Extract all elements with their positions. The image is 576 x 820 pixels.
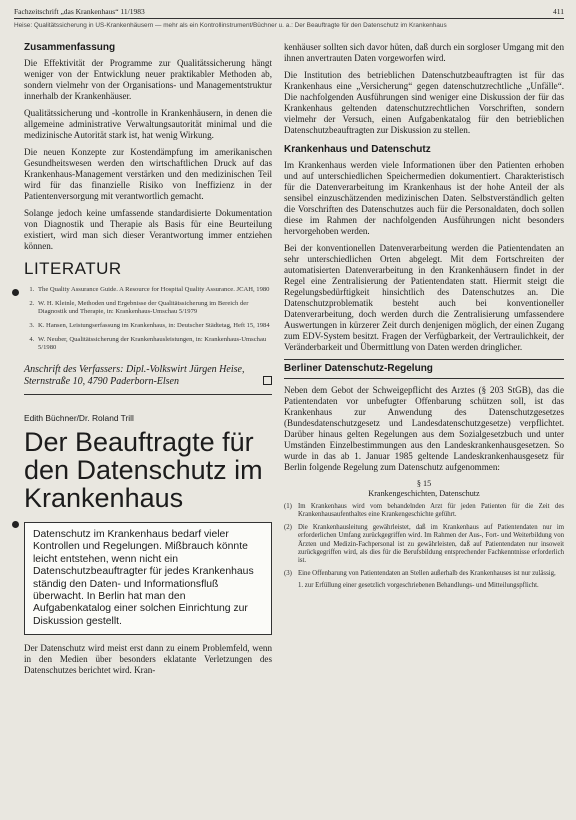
reference-item: 4. W. Neuber, Qualitätssicherung der Krankenhausleistungen, in: Krankenhaus-Umschau 5/1980 — [36, 336, 272, 352]
section-paragraph: Im Krankenhaus werden viele Informationen über den Patienten erhoben und auf unterschiedlichen Speichermedien dokumentiert. Charakteristisch für die Datenverarbeitung im Krankenhaus ist der hohe Anteil der als sensibel einzuschätzenden medizinischen Daten. Selbstverständlich gelten die Vorschriften des Datenschutzes auch für die Personaldaten, doch sollen diese im Rahmen der nachfolgenden Ausführungen nicht besonders hervorgehoben werden. — [284, 160, 564, 236]
left-column — [24, 42, 272, 682]
author-address-text: Anschrift des Verfassers: Dipl.-Volkswirt Jürgen Heise, Sternstraße 10, 4790 Paderborn-Elsen — [24, 364, 245, 387]
page-number: 411 — [553, 7, 564, 16]
law-item-number: (2) — [284, 523, 292, 531]
section-paragraph: Bei der konventionellen Datenverarbeitung werden die Patientendaten an sehr unterschiedlichen Orten abgelegt. Mit dem Fortschreiten der automatisierten Datenverarbeitung in den Krankenhäusern findet in der Regel eine Zentralisierung der Patientendaten statt. Hiermit steigt die Regelungsbedürftigkeit hinsichtlich des Datenschutzes an. Die Datenschutzproblematik besteht auch bei konventioneller Datenverarbeitung, doch werden durch die Zentralisierung umfassendere Auswertungen in kürzerer Zeit durch denjenigen möglich, der einen Zugang zum EDV-System besitzt. Fragen der Verfügbarkeit, der Vertraulichkeit, der Veränderbarkeit und Übermittlung von Daten werden dringlicher. — [284, 243, 564, 352]
author-address — [24, 364, 272, 395]
reference-item: 1. The Quality Assurance Guide. A Resource for Hospital Quality Assurance. JCAH, 1980 — [36, 286, 272, 294]
literatur-heading: LITERATUR — [24, 259, 122, 278]
section-paragraph: Neben dem Gebot der Schweigepflicht des Arztes (§ 203 StGB), das die Patientendaten vor unbefugter Offenbarung schützen soll, ist das Krankenhaus zur Anwendung des Datenschutzgesetzes (Bundesdatenschutzgesetz und Landesdatenschutzgesetze) verpflichtet. Darüber hinaus gelten Regelungen aus dem Sozialgesetzbuch und unter Umständen Einzelbestimmungen aus den Landeskrankenhausgesetzen. So wurde in das ab 1. Januar 1985 geltende Landeskrankenhausgesetz für Berlin folgende Regelung zum Datenschutz aufgenommen: — [284, 385, 564, 472]
law-subitem-text: 1. zur Erfüllung einer gesetzlich vorgeschriebenen Behandlungs- und Mitteilungspflicht. — [298, 582, 539, 590]
law-paragraph-number: § 15 — [416, 479, 432, 488]
bullet-marker — [12, 521, 19, 528]
law-paragraph-title: Krankengeschichten, Datenschutz — [368, 489, 480, 498]
running-subheader: Heise: Qualitätssicherung in US-Krankenhäusern — mehr als ein Kontrollinstrument/Büchner u. a.: Der Beauftragte für den Datenschutz im Krankenhaus — [14, 22, 447, 29]
law-paragraph-heading — [284, 479, 564, 499]
section-heading-berliner-regelung: Berliner Datenschutz-Regelung — [284, 363, 433, 374]
intro-paragraph: Der Datenschutz wird meist erst dann zu einem Problemfeld, wenn in den Medien über besonders eklatante Verletzungen des Datenschutzes berichtet wird. Kran- — [24, 643, 272, 676]
institution-paragraph: Die Institution des betrieblichen Datenschutzbeauftragten ist für das Krankenhaus eine „Versicherung“ gegen datenschutzrechtliche „Unfälle“. Die nachfolgenden Ausführungen sind weniger eine Diskussion der für das Krankenhaus geltenden datenschutzrechtlichen Vorschriften, sondern vielmehr der Versuch, einen Aufgabenkatalog für den betrieblichen Datenschutzbeauftragten zur Diskussion zu stellen. — [284, 70, 564, 135]
law-subitem — [284, 582, 564, 590]
abstract-box: Datenschutz im Krankenhaus bedarf vieler Kontrollen und Regelungen. Mißbrauch könnte leicht entstehen, wenn nicht ein Datenschutzbeauftragter für jedes Krankenhaus ständig den Daten- und Informationsfluß überwacht. In Berlin hat man den Aufgabenkatalog einer solchen Einrichtung zur Diskussion gestellt. — [24, 522, 272, 635]
law-item-text: Im Krankenhaus wird vom behandelnden Arzt für jeden Patienten für die Zeit des Krankenhausaufenthaltes eine Krankengeschichte geführt. — [298, 503, 564, 519]
summary-paragraph: Die neuen Konzepte zur Kostendämpfung im amerikanischen Gesundheitswesen werden den wirtschaftlichen Druck auf das Krankenhaus-Management verstärken und den medizinischen Teil wird für das finanzielle Risiko von Ineffizienz in der Patientenversorgung mit verantwortlich gemacht. — [24, 147, 272, 201]
law-item-number: (1) — [284, 503, 292, 510]
journal-issue: Fachzeitschrift „das Krankenhaus“ 11/1983 — [14, 7, 145, 16]
summary-heading: Zusammenfassung — [24, 42, 116, 53]
law-item-number: (3) — [284, 569, 292, 577]
summary-paragraph: Die Effektivität der Programme zur Qualitätssicherung hängt weniger von der Entwicklung neuer praktikabler Methoden ab, sondern vielmehr von der Organisations- und Managementstruktur innerhalb der Krankenhäuser. — [24, 58, 272, 101]
law-item-text: Die Krankenhausleitung gewährleistet, daß im Krankenhaus auf Patientendaten nur im erforderlichen Umfang zurückgegriffen wird. Im Rahmen der Aus-, Fort- und Weiterbildung von Ärzten und Medizin-Fachpersonal ist zu gewährleisten, daß auf Patientendaten nur insoweit zurückgegriffen wird, als dies für die Berufsbildung entsprechender Fachkenntnisse erforderlich ist. — [298, 523, 564, 565]
law-item — [284, 524, 564, 566]
reference-item: 3. K. Hansen, Leistungserfassung im Krankenhaus, in: Deutscher Städtetag, Heft 15, 1984 — [36, 322, 272, 330]
summary-paragraph: Qualitätssicherung und -kontrolle in Krankenhäusern, in denen die allgemeine administrative Verwaltungsautorität minimal und die medizinische Autorität stark ist, hat wenig Wirkung. — [24, 108, 272, 140]
law-item — [284, 570, 564, 578]
end-mark — [263, 376, 272, 385]
section-heading-box — [284, 359, 564, 379]
bullet-marker — [12, 289, 19, 296]
reference-item: 2. W. H. Kleinle, Methoden und Ergebnisse der Qualitätssicherung im Bereich der Diagnostik und Therapie, in: Krankenhaus-Umschau 5/1979 — [36, 300, 272, 316]
right-column — [284, 42, 564, 595]
article-title: Der Beauftragte für den Datenschutz im Krankenhaus — [24, 427, 263, 513]
section-heading-krankenhaus-datenschutz: Krankenhaus und Datenschutz — [284, 144, 431, 155]
reference-list — [24, 286, 272, 352]
header-rule — [14, 18, 564, 19]
law-item — [284, 503, 564, 520]
running-header — [14, 4, 564, 16]
intro-continuation: kenhäuser sollten sich davor hüten, daß durch ein sorgloser Umgang mit den ihnen anvertrauten Daten vorgeworfen wird. — [284, 42, 564, 63]
law-item-text: Eine Offenbarung von Patientendaten an Stellen außerhalb des Krankenhauses ist nur zulässig, — [298, 569, 556, 577]
summary-paragraph: Solange jedoch keine umfassende standardisierte Dokumentation von Diagnostik und Therapie als Basis für eine Beurteilung existiert, wird man sich dieser Verantwortung immer entziehen können. — [24, 208, 272, 251]
article-authors: Edith Büchner/Dr. Roland Trill — [24, 413, 134, 423]
